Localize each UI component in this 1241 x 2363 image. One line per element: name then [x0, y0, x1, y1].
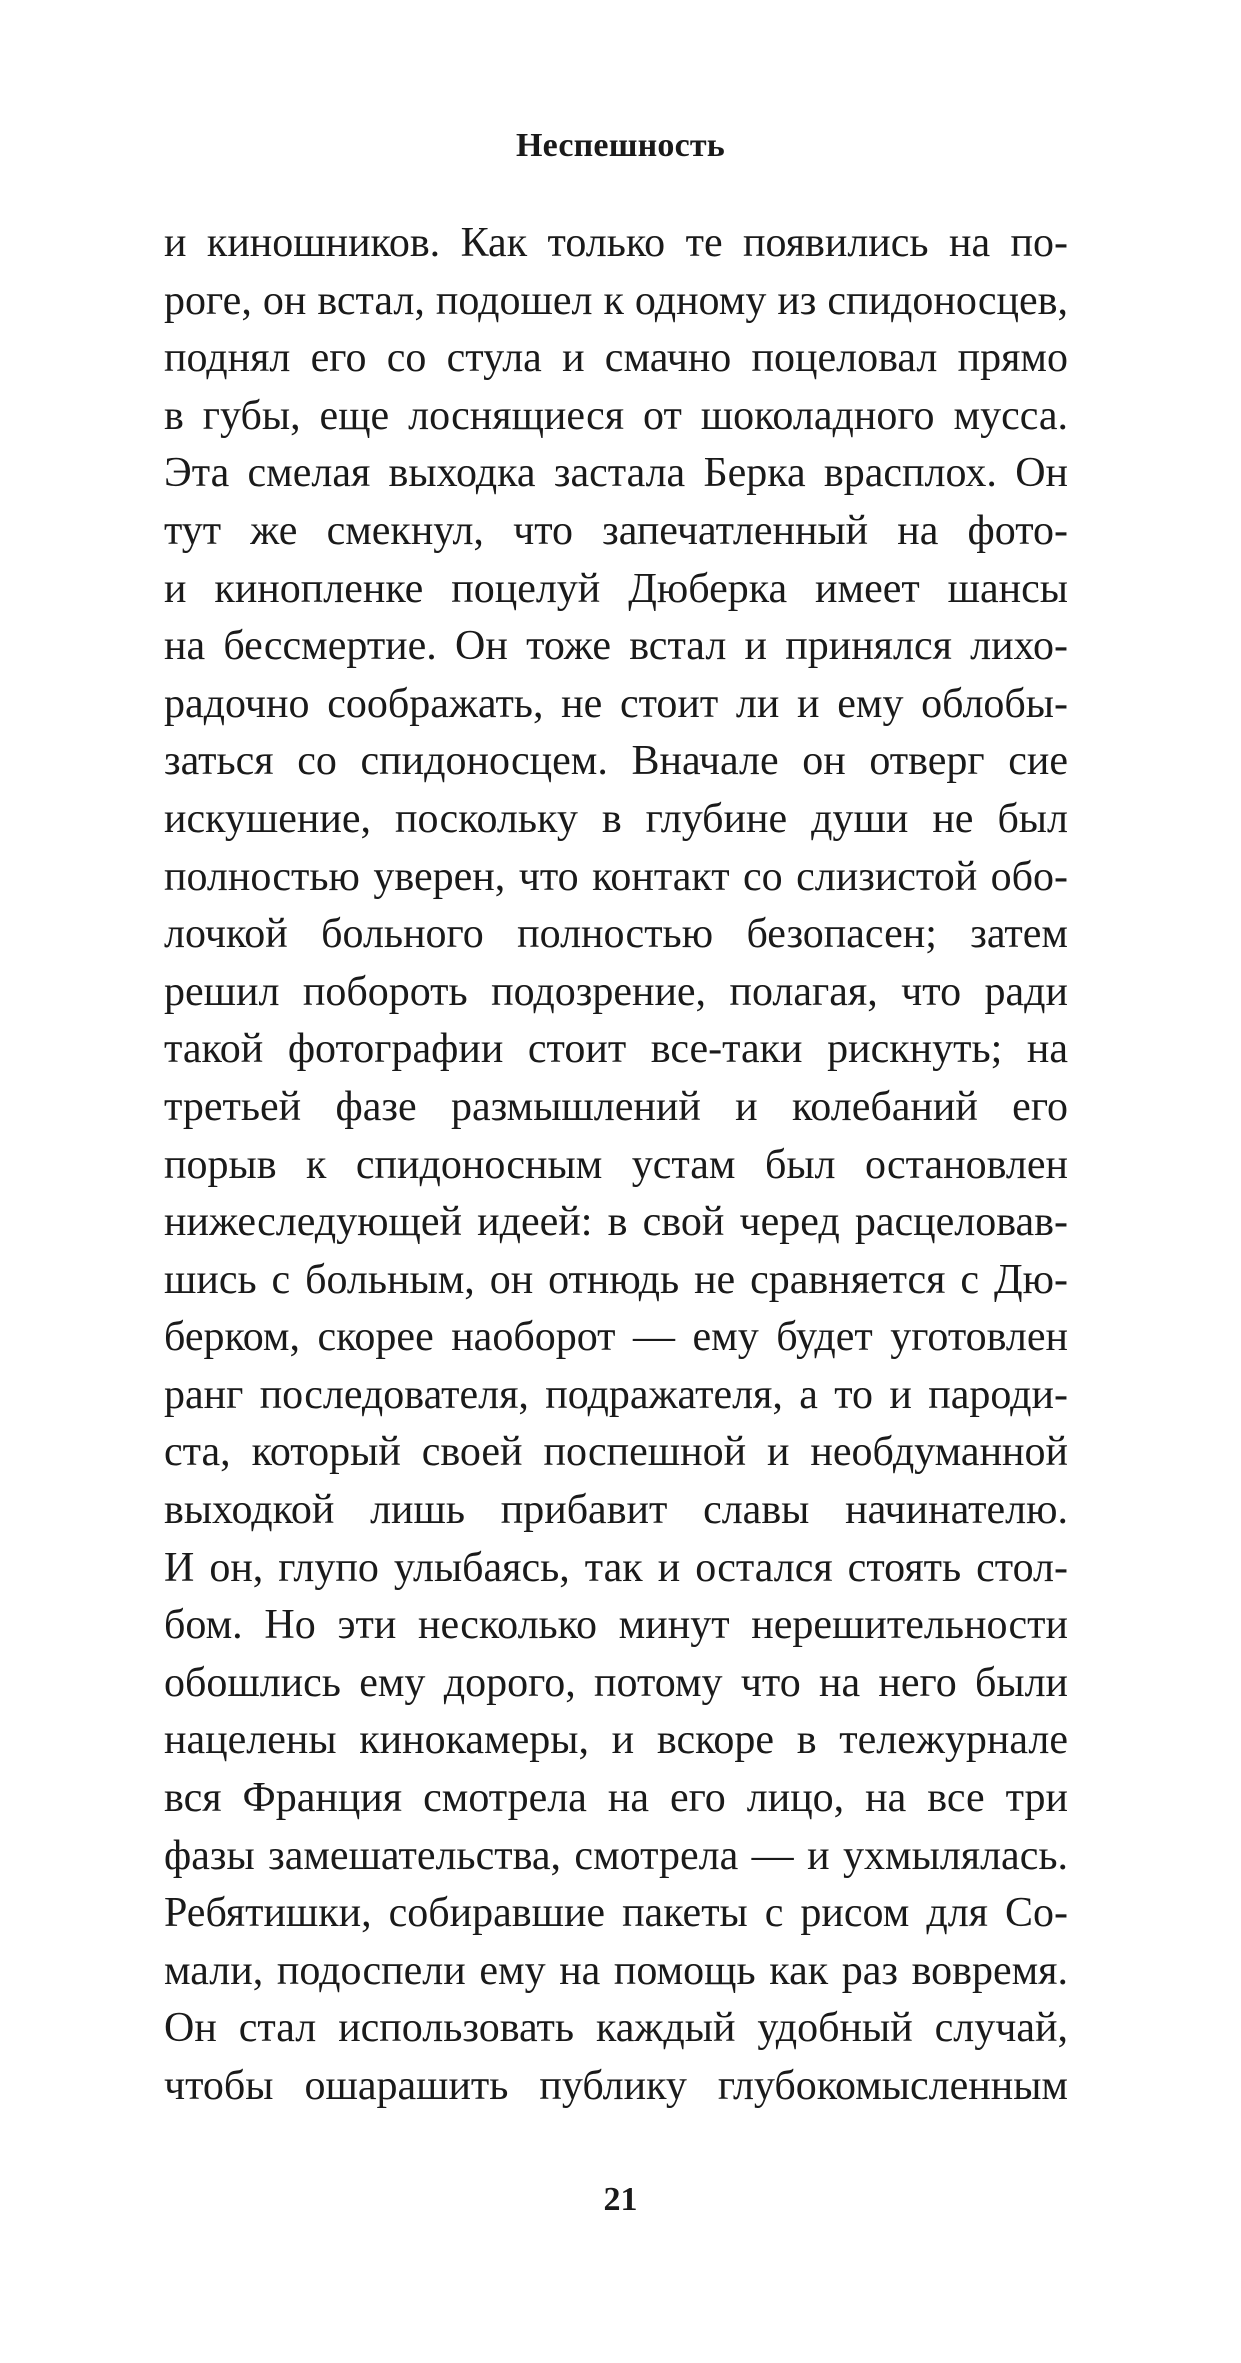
body-text: [164, 215, 1068, 2116]
text-line: бом. Но эти несколько минут нерешительности: [164, 1602, 1068, 1649]
text-line: заться со спидоносцем. Вначале он отверг сие: [164, 738, 1068, 785]
text-line: тут же смекнул, что запечатленный на фото-: [164, 507, 1068, 554]
text-line: и киношников. Как только те появились на по-: [164, 220, 1068, 266]
text-line: третьей фазе размышлений и колебаний его: [164, 1083, 1068, 1130]
text-line: мали, подоспели ему на помощь как раз вовремя.: [164, 1947, 1068, 1994]
text-line: выходкой лишь прибавит славы начинателю.: [164, 1487, 1068, 1534]
text-line: в губы, еще лоснящиеся от шоколадного мусса.: [164, 392, 1068, 439]
text-line: вся Франция смотрела на его лицо, на все три: [164, 1775, 1068, 1822]
text-line: берком, скорее наоборот — ему будет уготовлен: [164, 1314, 1068, 1361]
text-line: И он, глупо улыбаясь, так и остался стоять стол-: [164, 1544, 1068, 1591]
text-line: нижеследующей идеей: в свой черед расцеловав-: [164, 1199, 1068, 1246]
text-line: лочкой больного полностью безопасен; затем: [164, 911, 1068, 958]
text-line: ранг последователя, подражателя, а то и пароди-: [164, 1371, 1068, 1418]
text-line: порыв к спидоносным устам был остановлен: [164, 1141, 1068, 1188]
text-line: фазы замешательства, смотрела — и ухмылялась.: [164, 1832, 1068, 1879]
page-number: 21: [603, 2181, 638, 2218]
text-line: искушение, поскольку в глубине души не был: [164, 795, 1068, 842]
text-line: Ребятишки, собиравшие пакеты с рисом для Со-: [164, 1890, 1068, 1937]
text-line: полностью уверен, что контакт со слизистой обо-: [164, 853, 1068, 900]
running-head: Неспешность: [516, 127, 725, 164]
text-line: Он стал использовать каждый удобный случай,: [164, 2005, 1068, 2052]
text-line: нацелены кинокамеры, и вскоре в тележурнале: [164, 1717, 1068, 1764]
text-line: Эта смелая выходка застала Берка врасплох. Он: [164, 450, 1068, 497]
text-line: и кинопленке поцелуй Дюберка имеет шансы: [164, 565, 1068, 612]
text-line: на бессмертие. Он тоже встал и принялся лихо-: [164, 623, 1068, 670]
text-line: роге, он встал, подошел к одному из спидоносцев,: [164, 277, 1068, 324]
text-line: радочно соображать, не стоит ли и ему облобы-: [164, 680, 1068, 727]
text-line: чтобы ошарашить публику глубокомысленным: [164, 2063, 1068, 2109]
text-line: такой фотографии стоит все-таки рискнуть; на: [164, 1026, 1068, 1073]
text-line: шись с больным, он отнюдь не сравняется с Дю-: [164, 1256, 1068, 1303]
text-line: ста, который своей поспешной и необдуманной: [164, 1429, 1068, 1476]
text-line: обошлись ему дорого, потому что на него были: [164, 1659, 1068, 1706]
text-line: решил побороть подозрение, полагая, что ради: [164, 968, 1068, 1015]
text-line: поднял его со стула и смачно поцеловал прямо: [164, 335, 1068, 382]
